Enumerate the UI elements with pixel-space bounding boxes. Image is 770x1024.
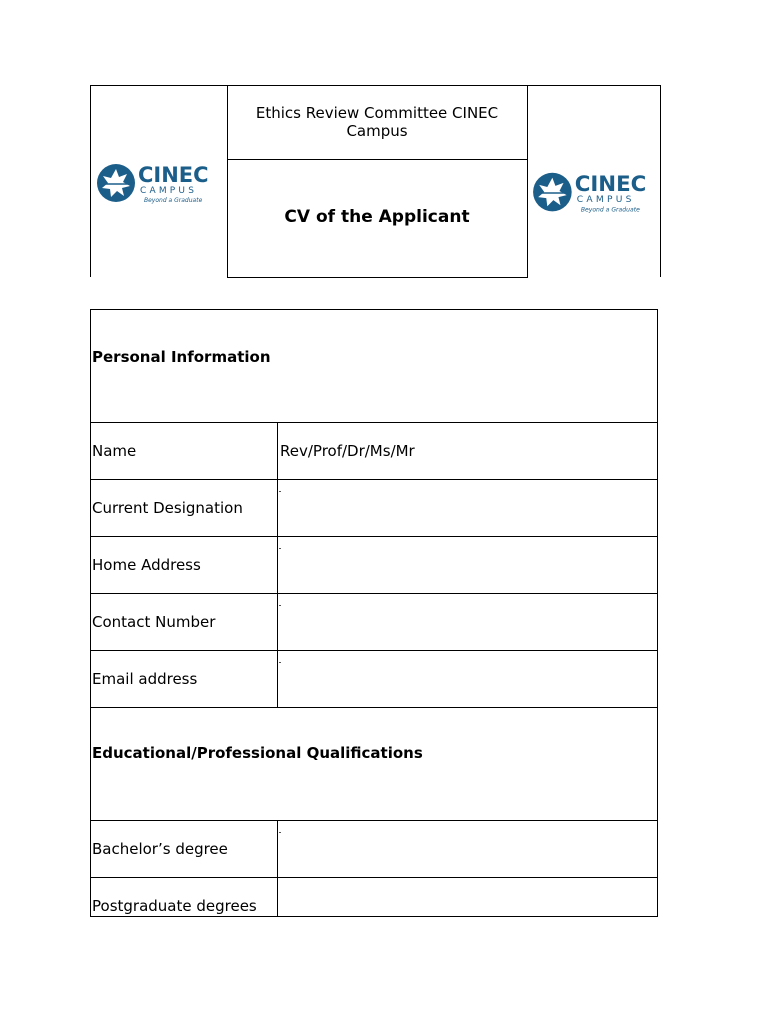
column-divider bbox=[277, 877, 278, 916]
cinec-campus-logo-right bbox=[528, 136, 658, 246]
field-input-name[interactable]: Rev/Prof/Dr/Ms/Mr bbox=[280, 442, 415, 460]
field-label-name: Name bbox=[92, 442, 137, 460]
form-title: CV of the Applicant bbox=[284, 207, 470, 227]
section-header-educational-qualifications bbox=[90, 707, 658, 820]
field-row-contact-number bbox=[90, 593, 658, 650]
field-row-current-designation bbox=[90, 479, 658, 536]
column-divider bbox=[277, 593, 278, 650]
field-label-home-address: Home Address bbox=[92, 556, 201, 574]
field-row-bachelors-degree bbox=[90, 820, 658, 877]
field-label-postgraduate-degrees: Postgraduate degrees bbox=[92, 897, 257, 915]
column-divider bbox=[277, 820, 278, 877]
section-header-personal-information bbox=[90, 309, 658, 422]
committee-title: Ethics Review Committee CINEC Campus bbox=[255, 104, 499, 140]
header-left-border bbox=[90, 85, 91, 277]
logo-wordmark: CINEC bbox=[574, 172, 647, 197]
field-cursor-mark bbox=[279, 548, 281, 549]
cv-form-table bbox=[90, 309, 658, 917]
field-label-bachelors-degree: Bachelor’s degree bbox=[92, 840, 228, 858]
field-row-postgraduate-degrees bbox=[90, 877, 658, 917]
field-cursor-mark bbox=[279, 605, 281, 606]
logo-subtitle: CAMPUS bbox=[576, 195, 635, 206]
column-divider bbox=[277, 479, 278, 536]
cinec-emblem-icon bbox=[97, 164, 135, 202]
logo-tagline: Beyond a Graduate bbox=[144, 197, 203, 204]
column-divider bbox=[277, 650, 278, 707]
field-row-home-address bbox=[90, 536, 658, 593]
field-label-contact-number: Contact Number bbox=[92, 613, 216, 631]
field-row-name bbox=[90, 422, 658, 479]
field-label-email-address: Email address bbox=[92, 670, 198, 688]
logo-subtitle: CAMPUS bbox=[140, 186, 198, 196]
column-divider bbox=[277, 422, 278, 479]
logo-tagline: Beyond a Graduate bbox=[580, 206, 640, 214]
field-label-current-designation: Current Designation bbox=[92, 499, 243, 517]
logo-wordmark: CINEC bbox=[138, 163, 209, 187]
section-title-personal-information: Personal Information bbox=[92, 348, 271, 366]
cinec-emblem-icon bbox=[533, 173, 572, 212]
field-cursor-mark bbox=[279, 491, 281, 492]
field-row-email-address bbox=[90, 650, 658, 707]
section-title-educational-qualifications: Educational/Professional Qualifications bbox=[92, 744, 423, 762]
column-divider bbox=[277, 536, 278, 593]
cinec-campus-logo-left bbox=[92, 128, 220, 236]
header-right-border bbox=[660, 85, 661, 277]
field-cursor-mark bbox=[279, 832, 281, 833]
header-title-divider bbox=[227, 159, 527, 160]
field-cursor-mark bbox=[279, 662, 281, 663]
